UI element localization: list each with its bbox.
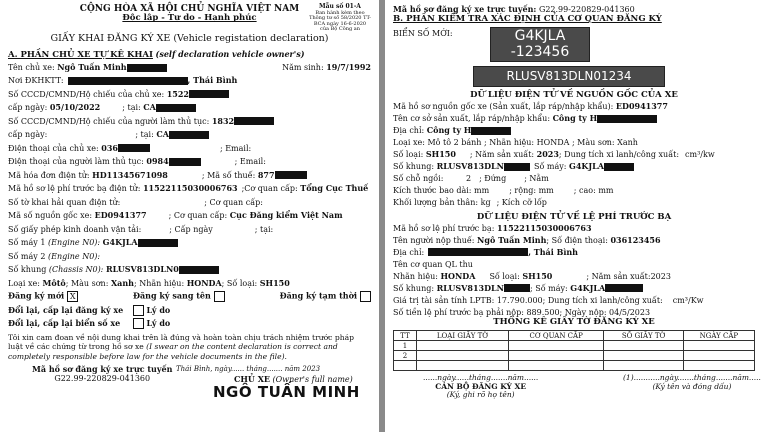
table-cell xyxy=(508,351,603,361)
reissue-plate-checkbox[interactable] xyxy=(133,318,144,329)
fee: 11522115030006763 xyxy=(142,183,238,194)
owner-fullname: NGÔ TUẤN MINH xyxy=(213,383,360,402)
engine1-label: Số máy 1 xyxy=(8,238,46,248)
o-height-label: ; cao: xyxy=(573,185,596,195)
engine2-row xyxy=(8,250,371,264)
invoice-row xyxy=(8,169,371,183)
f-model-label: Số loại: xyxy=(489,271,520,281)
customs-row xyxy=(8,196,371,210)
date-line-2: (1)...........ngày.......tháng.......năm..... xyxy=(623,373,761,383)
table-cell: 1 xyxy=(394,341,417,351)
section-a-title: A. PHẦN CHỦ XE TỰ KÊ KHAI xyxy=(8,49,153,60)
section-b-title: B. PHẦN KIỂM TRA XÁC ĐỊNH CỦA CƠ QUAN ĐĂNG KÝ xyxy=(393,14,662,24)
engine2-note: (Engine N0): xyxy=(47,251,101,261)
issue-place-label: ; tại: xyxy=(122,103,141,113)
o-maker-label: Tên cơ sở sản xuất, lắp ráp/nhập khẩu: xyxy=(393,113,551,123)
o-chassis: RLUSV813DLN xyxy=(436,160,504,171)
o-seats: 2 xyxy=(465,173,472,183)
o-code-note: (Sản xuất, lắp ráp/nhập khẩu): xyxy=(489,101,614,111)
f-year-label: ; Năm sản xuất: xyxy=(586,271,651,281)
f-brand: HONDA xyxy=(440,270,476,281)
o-width-unit: mm xyxy=(538,185,554,195)
reason2-label: Lý do xyxy=(146,318,171,329)
biz-date-label: ; Cấp ngày xyxy=(169,224,213,234)
redaction xyxy=(597,115,657,123)
officer-title: CÁN BỘ ĐĂNG KÝ XE xyxy=(435,381,527,391)
reissue-plate-label: Đổi lại, cấp lại biển số xe xyxy=(8,318,121,329)
o-year-label: ; Năm sản xuất: xyxy=(469,149,535,159)
reg-temp-checkbox[interactable] xyxy=(360,291,371,302)
origin: ED0941377 xyxy=(94,210,147,221)
address-row xyxy=(8,74,371,88)
o-stand-label: ; Đứng xyxy=(479,173,507,183)
o-model-label: Số loại: xyxy=(393,149,424,159)
f-value: Giá trị tài sản tính LPTB: 17.790.000; Dung tích xi lanh/công xuất: xyxy=(393,295,663,305)
o-size-row xyxy=(393,185,755,197)
declaration-page-right xyxy=(385,0,763,432)
table-cell xyxy=(508,361,603,371)
officer-note: (Ký, ghi rõ họ tên) xyxy=(446,390,515,400)
o-height-unit: mm xyxy=(598,185,614,195)
biz-row xyxy=(8,223,371,237)
issue-date-label: cấp ngày: xyxy=(8,103,48,113)
f-addr-tail: , Thái Bình xyxy=(528,246,578,257)
redaction xyxy=(604,163,634,171)
o-model-row xyxy=(393,149,755,161)
f-chassis: RLUSV813DLN xyxy=(436,282,504,293)
f-payer-row xyxy=(393,234,755,246)
f-phone: 036123456 xyxy=(610,234,661,245)
o-cargo-label: Khối lượng bản thân: xyxy=(393,197,479,207)
dossier: G22.99-220829-041360 xyxy=(54,374,151,384)
agent-phone-row xyxy=(8,155,371,169)
table-cell xyxy=(394,361,417,371)
table-cell xyxy=(417,351,509,361)
chassis: RLUSV813DLN0 xyxy=(105,264,179,275)
o-addr: Công ty H xyxy=(426,124,472,135)
plate-area xyxy=(393,27,755,89)
birth-year-label: Năm sinh: xyxy=(282,62,324,72)
owner-phone: 036 xyxy=(101,142,118,153)
pledge-en: (I swear on the content declaration is correct and completely responsible before law for the vehicle documents in the file). xyxy=(8,342,338,361)
o-width-label: ; rộng: xyxy=(509,185,537,195)
f-agency: Tên cơ quan QL thu xyxy=(393,259,473,269)
signature-area xyxy=(8,365,371,405)
redaction xyxy=(605,284,643,292)
f-model: SH150 xyxy=(522,270,553,281)
owner-name: Ngô Tuấn Minh xyxy=(57,61,127,72)
o-type: Loại xe: Mô tô 2 bánh ; Nhãn hiệu: HONDA ; Màu sơn: Xanh xyxy=(393,137,638,147)
country-title: CỘNG HÒA XÃ HỘI CHỦ NGHĨA VIỆT NAM xyxy=(79,4,300,14)
right-dossier: G22.99-220829-041360 xyxy=(538,4,635,14)
fee-label: Mã hồ sơ lệ phí trước bạ điện tử: xyxy=(8,184,141,194)
plate-label: BIỂN SỐ MỚI: xyxy=(393,28,453,38)
o-seats-row xyxy=(393,173,755,185)
issue2-label: cấp ngày: xyxy=(8,130,48,140)
tax-label: ; Mã số thuế: xyxy=(201,170,256,180)
table-cell xyxy=(604,351,683,361)
place-date: Thái Bình, ngày...... tháng....... năm 2023 xyxy=(176,365,321,374)
form-title: GIẤY KHAI ĐĂNG KÝ XE (Vehicle registation declaration) xyxy=(50,33,329,44)
agent-phone-label: Điện thoại của người làm thủ tục: xyxy=(8,157,144,167)
fee-row xyxy=(8,182,371,196)
f-chassis-label: Số khung: xyxy=(393,283,435,293)
o-addr-label: Địa chỉ: xyxy=(393,125,425,135)
o-size-unit: mm xyxy=(474,185,490,195)
color: Xanh xyxy=(110,277,134,288)
f-code-label: Mã hồ sơ lệ phí trước bạ: xyxy=(393,223,495,233)
form-header xyxy=(8,3,371,33)
redaction xyxy=(234,117,274,125)
redaction xyxy=(118,144,150,152)
f-addr-row xyxy=(393,246,755,258)
o-maker-row xyxy=(393,113,755,125)
f-code-row xyxy=(393,222,755,234)
section-a-note: (self declaration vehicle owner's) xyxy=(155,48,305,59)
f-brand-row xyxy=(393,270,755,282)
redaction xyxy=(179,266,219,274)
o-code: ED0941377 xyxy=(615,100,668,111)
origin-agency: Cục Đăng kiểm Việt Nam xyxy=(229,210,343,221)
owner-sign-note: (Owner's full name) xyxy=(272,375,353,385)
owner-id: 1522 xyxy=(166,88,189,99)
chassis-plate: RLUSV813DLN01234 xyxy=(473,66,665,87)
form-note: Ban hành kèm theo Thông tư số 58/2020 TT-BCA ngày 16-6-2020 của Bộ Công an xyxy=(309,9,371,33)
f-paid: Số tiền lệ phí trước bạ phải nộp: 889.500; Ngày nộp: 04/5/2023 xyxy=(393,307,651,317)
table-cell xyxy=(417,341,509,351)
pledge-vi: Tôi xin cam đoan về nội dung khai trên là đúng và hoàn toàn chịu trách nhiệm trước pháp luật về các chứng từ trong hồ sơ xe xyxy=(8,332,354,352)
tax: 877 xyxy=(257,169,275,180)
issue2-place: CA xyxy=(156,129,169,140)
agent-phone: 0984 xyxy=(146,156,169,167)
owner-id-label: Số CCCD/CMND/Hộ chiếu của chủ xe: xyxy=(8,89,165,99)
table-row xyxy=(394,361,755,371)
o-seats-label: Số chỗ ngồi: xyxy=(393,173,444,183)
birth-year: 19/7/1992 xyxy=(326,61,371,72)
owner-phone-row xyxy=(8,142,371,156)
owner-phone-label: Điện thoại của chủ xe: xyxy=(8,143,99,153)
owner-name-row xyxy=(8,61,371,75)
registration-type-row xyxy=(8,290,371,304)
right-signature-area xyxy=(393,373,761,404)
f-engine-label: ; Số máy: xyxy=(529,283,568,293)
issue-place: CA xyxy=(143,102,156,113)
chassis-row xyxy=(8,263,371,277)
o-engine: G4KJLA xyxy=(569,160,604,171)
vehicle-type-row xyxy=(8,277,371,291)
reissue-reg-checkbox[interactable] xyxy=(133,305,144,316)
officer-block xyxy=(423,374,538,400)
redaction xyxy=(169,158,201,166)
table-cell xyxy=(683,341,754,351)
chassis-note: (Chassis N0): xyxy=(48,265,104,275)
fee-agency-label: ;Cơ quan cấp: xyxy=(241,184,298,194)
model: SH150 xyxy=(259,277,290,288)
o-code-row xyxy=(393,101,755,113)
stats-title: THỐNG KÊ GIẤY TỜ ĐĂNG KÝ XE xyxy=(493,317,655,328)
o-disp-label: ; Dung tích xi lanh/công xuất: xyxy=(558,149,680,159)
year-mark: 2023 xyxy=(302,365,321,374)
reissue-plate-row xyxy=(8,317,371,331)
redaction xyxy=(169,131,209,139)
owner-name-label: Tên chủ xe: xyxy=(8,62,55,72)
right-dossier-label: Mã hồ sơ đăng ký xe trực tuyến: xyxy=(393,3,537,14)
redaction xyxy=(138,239,178,247)
f-brand-label: Nhãn hiệu: xyxy=(393,271,438,281)
fee-agency: Tổng Cục Thuế xyxy=(300,183,369,194)
type: Môtô xyxy=(42,277,66,288)
agent-id-label: Số CCCD/CMND/Hộ chiếu của người làm thủ tục: xyxy=(8,116,210,126)
table-header: LOẠI GIẤY TỜ xyxy=(417,331,509,341)
redaction xyxy=(504,284,530,292)
reg-new-checkbox[interactable]: X xyxy=(67,291,78,302)
customs-label: Số tờ khai hải quan điện tử: xyxy=(8,197,121,207)
redaction xyxy=(275,171,307,179)
table-cell: 2 xyxy=(394,351,417,361)
redaction xyxy=(127,64,167,72)
o-cargo-row xyxy=(393,197,755,209)
sign-note: (Ký tên và đóng dấu) xyxy=(652,381,732,391)
invoice: HD11345671098 xyxy=(92,169,168,180)
engine1: G4KJLA xyxy=(102,237,138,248)
form-code: Mẫu số 01-A xyxy=(319,3,361,10)
new-plate xyxy=(490,27,590,62)
f-payer: Ngô Tuấn Minh xyxy=(477,234,547,245)
o-size-label: Kích thước bao dài: xyxy=(393,185,472,195)
engine1-row xyxy=(8,236,371,250)
table-header: TT xyxy=(394,331,417,341)
o-lie-label: ; Nằm xyxy=(524,173,549,183)
plate-line1: G4KJLA xyxy=(514,27,566,44)
seal-block xyxy=(623,374,761,391)
redaction xyxy=(68,77,188,85)
o-maker: Công ty H xyxy=(552,112,598,123)
table-cell xyxy=(417,361,509,371)
customs-agency-label: ; Cơ quan cấp: xyxy=(204,197,263,207)
issue2-row xyxy=(8,128,371,142)
model-label: ; Số loại: xyxy=(221,278,258,288)
f-code: 11522115030006763 xyxy=(496,222,592,233)
issue-date: 05/10/2022 xyxy=(49,102,101,113)
redaction xyxy=(428,248,528,256)
reg-new-label: Đăng ký mới xyxy=(8,290,65,301)
f-value-unit: cm³/Kw xyxy=(672,295,704,305)
redaction xyxy=(504,163,530,171)
origin-label: Mã số nguồn gốc xe: xyxy=(8,211,93,221)
redaction xyxy=(156,104,196,112)
owner-id-row xyxy=(8,88,371,102)
chassis-label: Số khung xyxy=(8,265,47,275)
email2-label: ; Email: xyxy=(234,157,266,167)
o-code-label: Mã hồ sơ nguồn gốc xe xyxy=(393,101,487,111)
f-engine: G4KJLA xyxy=(570,282,606,293)
reissue-reg-label: Đổi lại, cấp lại đăng ký xe xyxy=(8,304,124,315)
origin-agency-label: ; Cơ quan cấp: xyxy=(168,211,228,221)
email-label: ; Email: xyxy=(219,143,252,153)
f-chassis-row xyxy=(393,282,755,294)
o-type-row xyxy=(393,137,755,149)
o-disp-unit: cm³/kw xyxy=(685,149,715,159)
type-label: Loại xe: xyxy=(8,278,40,288)
o-engine-label: Số máy: xyxy=(533,161,567,171)
invoice-label: Mã hóa đơn điện tử: xyxy=(8,170,90,180)
table-header-row xyxy=(394,331,755,341)
table-cell xyxy=(508,341,603,351)
engine1-note: (Engine N0): xyxy=(47,238,101,248)
table-row xyxy=(394,351,755,361)
redaction xyxy=(189,90,229,98)
fee-title: DỮ LIỆU ĐIỆN TỬ VỀ LỆ PHÍ TRƯỚC BẠ xyxy=(476,211,672,222)
date-line: ......ngày......tháng.......năm...... xyxy=(423,373,539,383)
o-addr-row xyxy=(393,125,755,137)
dossier-label: Mã hồ sơ đăng ký xe trực tuyến xyxy=(32,364,173,375)
agent-id: 1832 xyxy=(211,115,235,126)
o-cargo-unit: kg xyxy=(480,197,491,207)
form-code-block xyxy=(309,4,371,33)
reason1-label: Lý do xyxy=(146,304,171,315)
address-label: Nơi ĐKHKTT: xyxy=(8,76,64,86)
o-model: SH150 xyxy=(425,148,456,159)
brand: HONDA xyxy=(186,277,222,288)
table-header: NGÀY CẤP xyxy=(683,331,754,341)
f-agency-row xyxy=(393,258,755,270)
o-year: 2023 xyxy=(536,148,559,159)
engine2-label: Số máy 2 xyxy=(8,251,46,261)
table-cell xyxy=(604,361,683,371)
issue-row xyxy=(8,101,371,115)
f-addr-label: Địa chỉ: xyxy=(393,247,425,257)
table-header: SỐ GIẤY TỜ xyxy=(604,331,683,341)
reg-temp-label: Đăng ký tạm thời xyxy=(279,290,357,301)
motto: Độc lập - Tự do - Hạnh phúc xyxy=(122,13,257,24)
reg-transfer-label: Đăng ký sang tên xyxy=(132,290,211,301)
o-chassis-label: Số khung: xyxy=(393,161,435,171)
brand-label: ; Nhãn hiệu: xyxy=(133,278,185,288)
documents-table xyxy=(393,330,755,371)
origin-row xyxy=(8,209,371,223)
pledge xyxy=(8,333,371,361)
table-cell xyxy=(683,361,754,371)
owner-sign-label: CHỦ XE xyxy=(234,374,270,385)
f-payer-label: Tên người nộp thuế: xyxy=(393,235,475,245)
o-chassis-row xyxy=(393,161,755,173)
f-value-row xyxy=(393,294,755,306)
plate-line2: -123456 xyxy=(510,43,570,60)
f-phone-label: ; Số điện thoại: xyxy=(546,235,608,245)
table-cell xyxy=(683,351,754,361)
biz-label: Số giấy phép kinh doanh vận tải: xyxy=(8,224,142,234)
table-cell xyxy=(604,341,683,351)
issue2-place-label: ; tại: xyxy=(135,130,154,140)
color-label: ; Màu sơn: xyxy=(65,278,109,288)
biz-place-label: ; tại: xyxy=(254,224,274,234)
address-tail: , Thái Bình xyxy=(187,75,238,86)
declaration-page-left xyxy=(0,0,379,432)
table-header: CƠ QUAN CẤP xyxy=(508,331,603,341)
agent-id-row xyxy=(8,115,371,129)
o-tow-label: ; Kích cỡ lốp xyxy=(496,197,547,207)
dossier-block xyxy=(32,365,172,383)
redaction xyxy=(471,127,511,135)
f-year: 2023 xyxy=(650,271,671,281)
table-row xyxy=(394,341,755,351)
origin-title: DỮ LIỆU ĐIỆN TỬ VỀ NGUỒN GỐC CỦA XE xyxy=(470,89,678,100)
reg-transfer-checkbox[interactable] xyxy=(214,291,225,302)
reissue-reg-row xyxy=(8,304,371,318)
